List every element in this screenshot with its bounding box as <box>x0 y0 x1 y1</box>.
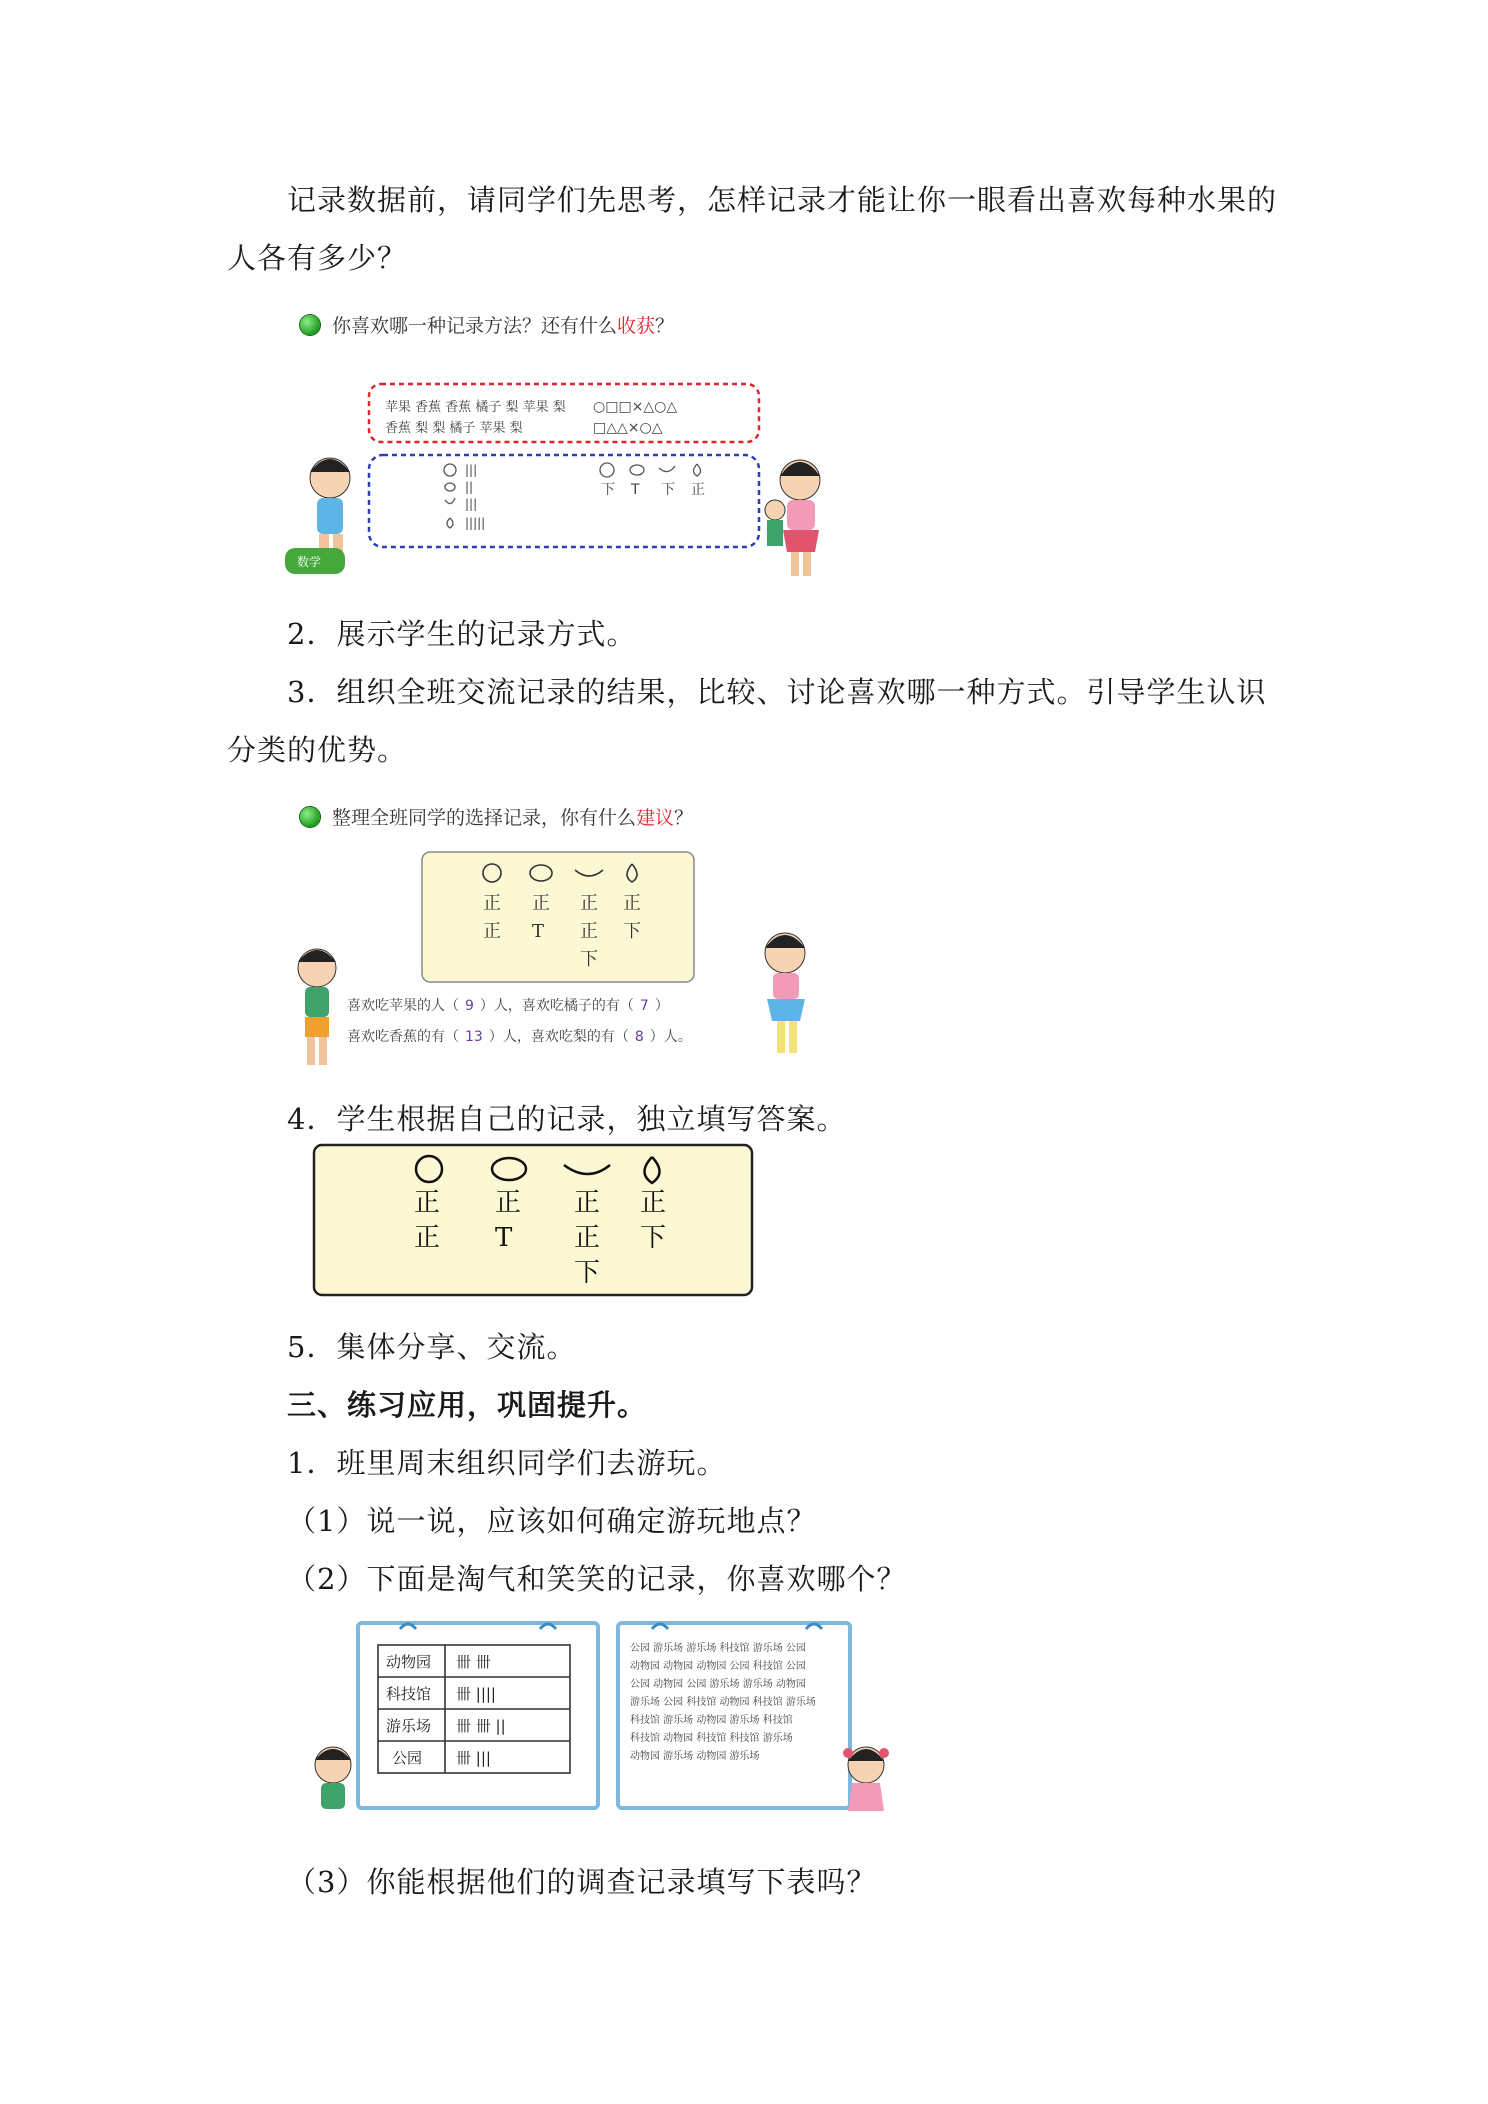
figure1-prompt-end: ？ <box>655 315 675 337</box>
fig3-col2-row1: 正 <box>495 1188 522 1218</box>
word-line-2: 动物园 动物园 动物园 公园 科技馆 公园 <box>630 1661 806 1672</box>
figure2-prompt-highlight: 建议 <box>636 807 675 829</box>
table-tally-3: 卌 卌 || <box>456 1717 506 1735</box>
girl-character-right <box>765 933 805 1053</box>
apple-icon <box>600 463 614 477</box>
figure2-prompt-end: ？ <box>674 807 694 829</box>
zheng-orange: T <box>631 482 640 498</box>
tally-banana: ||| <box>465 497 478 511</box>
words-row2: 香蕉 梨 梨 橘子 苹果 梨 <box>385 421 523 436</box>
fig2-col4-row1: 正 <box>623 893 641 914</box>
figure1-illustration <box>285 370 845 595</box>
fig3-col4-row2: 下 <box>640 1223 667 1253</box>
table-place-3: 游乐场 <box>386 1717 432 1735</box>
figure1-prompt-text: 你喜欢哪一种记录方法？还有什么 <box>332 315 618 337</box>
step3-text-line1: 3．组织全班交流记录的结果，比较、讨论喜欢哪一种方式。引导学生认识 <box>287 675 1267 709</box>
table-place-2: 科技馆 <box>386 1685 432 1703</box>
table-tally-4: 卌 ||| <box>456 1749 491 1767</box>
answer-banana: 13 <box>465 1029 483 1045</box>
fig3-col2-row2: T <box>495 1223 513 1253</box>
word-line-1: 公园 游乐场 游乐场 科技馆 游乐场 公园 <box>630 1643 806 1654</box>
table-tally-2: 卌 |||| <box>456 1685 496 1703</box>
answer-apple: 9 <box>465 998 474 1014</box>
word-line-7: 动物园 游乐场 动物园 游乐场 <box>630 1751 760 1762</box>
fig3-col1-row2: 正 <box>414 1223 441 1253</box>
orange-icon <box>445 483 455 491</box>
fruit-icons-right <box>600 463 701 477</box>
figure3-tally-panel <box>312 1143 754 1298</box>
tally-orange: || <box>465 480 474 494</box>
taoqi-record-card <box>358 1623 598 1808</box>
table-place-1: 动物园 <box>386 1653 432 1671</box>
word-line-3: 公园 动物园 公园 游乐场 游乐场 动物园 <box>630 1679 806 1690</box>
paragraph-intro-line1: 记录数据前，请同学们先思考，怎样记录才能让你一眼看出喜欢每种水果的 <box>287 183 1278 217</box>
shapes-row2: □△△×○△ <box>593 420 663 436</box>
tally-pear: ||||| <box>465 516 486 530</box>
fig2-col3-row1: 正 <box>580 893 598 914</box>
word-line-5: 科技馆 游乐场 动物园 游乐场 科技馆 <box>630 1715 793 1726</box>
green-bullet-icon <box>300 315 320 335</box>
fig2-col1-row2: 正 <box>483 921 501 942</box>
apple-icon <box>444 464 456 476</box>
fig2-col3-row3: 下 <box>580 949 598 970</box>
figure1-prompt <box>300 311 674 338</box>
table-place-4: 公园 <box>392 1749 423 1767</box>
step4-text: 4．学生根据自己的记录，独立填写答案。 <box>287 1102 847 1136</box>
pear-icon <box>694 464 701 476</box>
figure4-records <box>300 1615 895 1830</box>
fig2-col1-row1: 正 <box>483 893 501 914</box>
table-tally-1: 卌 卌 <box>456 1653 491 1671</box>
exercise1-text: 1．班里周末组织同学们去游玩。 <box>287 1446 727 1480</box>
zheng-banana: 下 <box>661 482 675 498</box>
exercise1-q2: （2）下面是淘气和笑笑的记录，你喜欢哪个？ <box>287 1562 907 1596</box>
boy-character-taoqi <box>315 1747 351 1809</box>
fig3-col1-row1: 正 <box>414 1188 441 1218</box>
word-line-6: 科技馆 动物园 科技馆 科技馆 游乐场 <box>630 1733 793 1744</box>
answer-pear: 8 <box>634 1029 644 1045</box>
sentence2: 喜欢吃香蕉的有（ 13 ）人，喜欢吃梨的有（ 8 ）人。 <box>347 1029 692 1045</box>
fig2-col4-row2: 下 <box>623 921 641 942</box>
answer-orange: 7 <box>639 998 649 1014</box>
banana-icon <box>659 466 675 472</box>
badge-label: 数学 <box>297 555 322 569</box>
section3-heading: 三、练习应用，巩固提升。 <box>287 1388 648 1422</box>
fig3-col4-row1: 正 <box>640 1188 667 1218</box>
zheng-pear: 正 <box>691 482 705 498</box>
figure1-prompt-highlight: 收获 <box>617 315 656 337</box>
orange-icon <box>630 465 644 475</box>
fruit-icons-left <box>444 464 456 528</box>
exercise1-q3: （3）你能根据他们的调查记录填写下表吗？ <box>287 1865 877 1899</box>
figure2-prompt <box>300 803 693 830</box>
word-line-4: 游乐场 公园 科技馆 动物园 科技馆 游乐场 <box>630 1697 816 1708</box>
math-badge <box>285 548 345 574</box>
tally-apple: ||| <box>465 463 478 477</box>
tally-panel <box>422 852 694 982</box>
fig2-col2-row1: 正 <box>532 893 550 914</box>
pear-icon <box>447 518 453 528</box>
tally-panel-border <box>314 1145 752 1295</box>
sentence1: 喜欢吃苹果的人（ 9 ）人，喜欢吃橘子的有（ 7 ） <box>347 998 669 1014</box>
fig3-col3-row3: 下 <box>574 1258 601 1288</box>
words-row1: 苹果 香蕉 香蕉 橘子 梨 苹果 梨 <box>385 400 566 415</box>
step5-text: 5．集体分享、交流。 <box>287 1330 577 1364</box>
figure2-illustration <box>285 848 845 1083</box>
shapes-row1: ○□□×△○△ <box>593 399 678 415</box>
boy-character-left <box>298 949 336 1065</box>
zheng-apple: 下 <box>601 482 615 498</box>
fig3-col3-row2: 正 <box>574 1223 601 1253</box>
girl-character-right <box>765 460 820 576</box>
fig2-col3-row2: 正 <box>580 921 598 942</box>
step3-text-line2: 分类的优势。 <box>227 733 408 767</box>
green-bullet-icon <box>300 807 320 827</box>
step2-text: 2．展示学生的记录方式。 <box>287 617 637 651</box>
exercise1-q1: （1）说一说，应该如何确定游玩地点？ <box>287 1504 817 1538</box>
banana-icon <box>445 498 455 504</box>
fig3-col3-row1: 正 <box>574 1188 601 1218</box>
fig2-col2-row2: T <box>532 921 545 942</box>
figure2-prompt-text: 整理全班同学的选择记录，你有什么 <box>332 807 637 829</box>
paragraph-intro-line2: 人各有多少？ <box>227 241 408 275</box>
